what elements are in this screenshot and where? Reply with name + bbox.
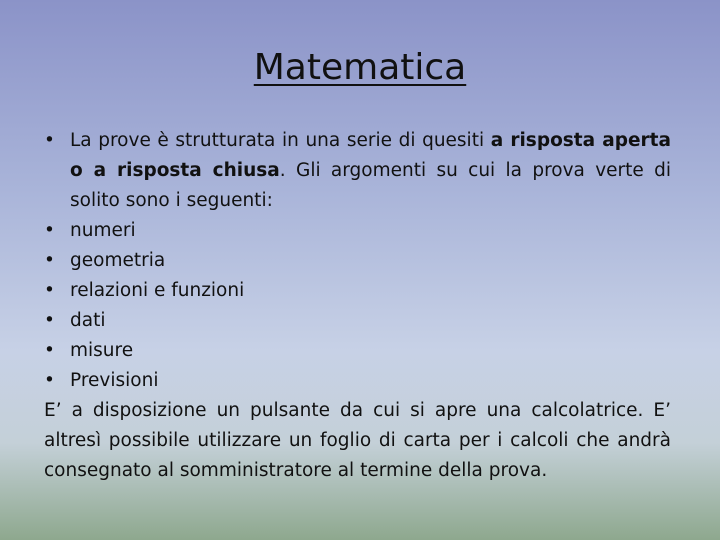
intro-bold-text: a risposta aperta o a risposta chiusa xyxy=(70,130,671,181)
topic-label: relazioni e funzioni xyxy=(70,280,245,301)
topic-item xyxy=(44,336,671,366)
topic-item xyxy=(44,306,671,336)
bullet-icon: • xyxy=(44,220,55,241)
slide-title: Matematica xyxy=(253,47,467,88)
topic-item xyxy=(44,276,671,306)
topic-label: geometria xyxy=(70,250,166,271)
bullet-icon: • xyxy=(44,250,55,271)
intro-bullet xyxy=(44,126,671,216)
topic-label: Previsioni xyxy=(70,370,159,391)
slide-body xyxy=(44,126,671,486)
bullet-icon: • xyxy=(44,130,55,151)
topic-item xyxy=(44,366,671,396)
topic-item xyxy=(44,216,671,246)
bullet-icon: • xyxy=(44,280,55,301)
topic-label: dati xyxy=(70,310,106,331)
closing-paragraph: E’ a disposizione un pulsante da cui si apre una calcolatrice. E’ altresì possibile utilizzare un foglio di carta per i calcoli che andrà consegnato al somministratore al termine della prova. xyxy=(44,400,671,481)
topic-label: misure xyxy=(70,340,134,361)
bullet-icon: • xyxy=(44,310,55,331)
intro-text: La prove è strutturata in una serie di quesiti xyxy=(70,130,485,151)
topic-label: numeri xyxy=(70,220,136,241)
topic-item xyxy=(44,246,671,276)
bullet-icon: • xyxy=(44,340,55,361)
intro-text-continued: . Gli argomenti su cui la prova verte di solito sono i seguenti: xyxy=(70,160,671,211)
bullet-icon: • xyxy=(44,370,55,391)
